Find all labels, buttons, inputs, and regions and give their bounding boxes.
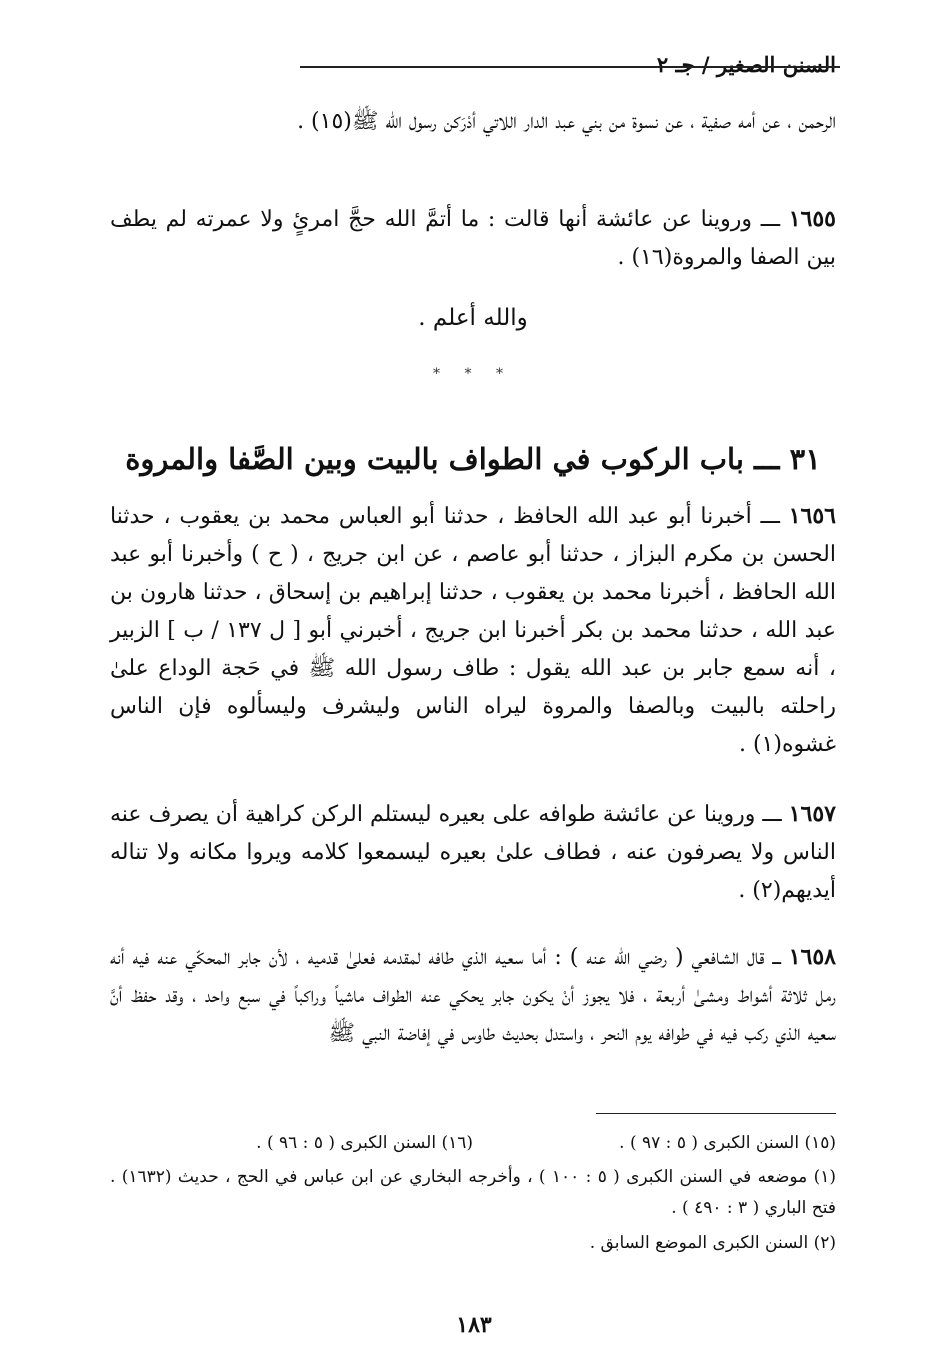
header-rule (300, 66, 840, 68)
page-number: ١٨٣ (456, 1312, 492, 1338)
hadith-number: ١٦٥٧ (788, 801, 836, 827)
header-title: السنن الصغير / جـ ٢ (656, 52, 836, 77)
chapter-heading: ٣١ ـــ باب الركوب في الطواف بالبيت وبين الصَّفا والمروة (125, 442, 821, 476)
footnote-15: (١٥) السنن الكبرى ( ٥ : ٩٧ ) . (619, 1133, 836, 1153)
hadith-number: ١٦٥٨ (788, 944, 836, 970)
footnote-rule (596, 1113, 836, 1114)
section-separator: * * * (433, 366, 513, 382)
footnote-2: (٢) السنن الكبرى الموضع السابق . (589, 1233, 836, 1253)
hadith-text: ـــ وروينا عن عائشة أنها قالت : ما أتمَّ الله حجَّ امرئٍ ولا عمرته لم يطف بين الصفا والمروة(١٦) . (110, 207, 836, 270)
hadith-number: ١٦٥٦ (788, 503, 836, 529)
running-header (110, 48, 836, 84)
hadith-1657 (110, 795, 836, 910)
paragraph-continuation (110, 103, 836, 141)
hadith-text: ـــ أخبرنا أبو عبد الله الحافظ ، حدثنا أبو العباس محمد بن يعقوب ، حدثنا الحسن بن مكرم البزاز ، حدثنا أبو عاصم ، عن ابن جريج ، ( ح ) وأخبرنا أبو عبد الله الحافظ ، أخبرنا محمد بن يعقوب ، حدثنا إبراهيم بن إسحاق ، حدثنا هارون بن عبد الله ، حدثنا محمد بن بكر أخبرنا ابن جريج ، أخبرني أبو [ ل ١٣٧ / ب ] الزبير ، أنه سمع جابر بن عبد الله يقول : طاف رسول الله ﷺ في حَجة الوداع علىٰ راحلته بالبيت وبالصفا والمروة ليراه الناس وليشرف وليسألوه فإن الناس غشوه(١) . (110, 504, 836, 757)
hadith-1656 (110, 497, 836, 764)
footnote-16: (١٦) السنن الكبرى ( ٥ : ٩٦ ) . (256, 1133, 473, 1153)
hadith-text: ـــ قال الشافعي ( رضي الله عنه ) : أما سعيه الذي طافه لمقدمه فعلىٰ قدميه ، لأن جابر المحكّي عنه فيه أنه رمل ثلاثة أشواط ومشىٰ أربعة ، فلا يجوز أنْ يكون جابر يحكي عنه الطواف ماشياً وراكباً في سبع واحد ، وقد حفظ أنَّ سعيه الذي ركب فيه في طوافه يوم النحر ، واستدل بحديث طاوس في إفاضة النبي ﷺ (110, 945, 836, 1046)
paragraph-text: الرحمن ، عن أمه صفية ، عن نسوة من بني عبد الدار اللاتي أدْرَكن رسول الله ﷺ(١٥) . (297, 109, 836, 134)
hadith-number: ١٦٥٥ (788, 206, 836, 232)
footnote-1: (١) موضعه في السنن الكبرى ( ٥ : ١٠٠ ) ، وأخرجه البخاري عن ابن عباس في الحج ، حديث (١٦٣٢) . فتح الباري ( ٣ : ٤٩٠ ) . (110, 1167, 837, 1218)
footnote-row (110, 1128, 836, 1159)
hadith-text: ـــ وروينا عن عائشة طوافه على بعيره ليستلم الركن كراهية أن يصرف عنه الناس ولا يصرفون عنه ، فطاف علىٰ بعيره ليسمعوا كلامه ويروا مكانه ولا تناله أيديهم(٢) . (110, 802, 836, 903)
closing-phrase: والله أعلم . (418, 305, 528, 331)
hadith-1658 (110, 938, 836, 1053)
hadith-1655 (110, 200, 836, 277)
